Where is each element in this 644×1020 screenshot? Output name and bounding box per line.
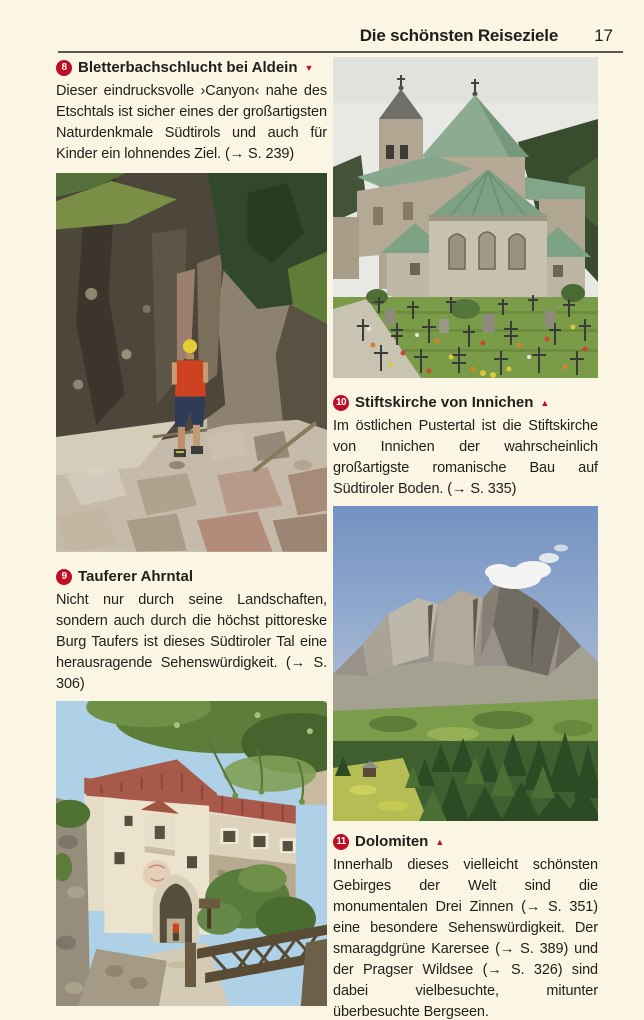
number-badge: 10 xyxy=(333,395,349,411)
stiftskirche-cemetery-photo xyxy=(333,57,598,378)
canyon-hiker-photo xyxy=(56,173,327,552)
section-body: Innerhalb dieses vielleicht schönsten Gebirges der Welt sind die monumentalen Drei Zinnen (→ S. 351) eine besondere Sehenswürdigkeit. Der smaragdgrüne Karersee (→ S. 389) und der Pragser Wildsee (→ S. 326) sind dabei vielbesuchte, mitunter überbesuchte Bergseen. xyxy=(333,857,598,1020)
section-tauferer-ahrntal xyxy=(56,567,327,695)
section-dolomiten xyxy=(333,832,598,1020)
dolomites-photo xyxy=(333,506,598,821)
section-title: Tauferer Ahrntal xyxy=(78,567,194,585)
left-column xyxy=(56,58,327,1006)
person-in-gate xyxy=(173,919,179,941)
burg-taufers-photo xyxy=(56,701,327,1006)
section-heading xyxy=(56,58,327,78)
section-title: Bletterbachschlucht bei Aldein xyxy=(78,59,298,76)
triangle-down-icon: ▼ xyxy=(304,63,314,73)
section-heading xyxy=(333,832,598,852)
number-badge: 11 xyxy=(333,834,349,850)
section-title: Stiftskirche von Innichen xyxy=(355,394,534,411)
section-body: Nicht nur durch seine Landschaften, sondern auch durch die höchst pittoreske Burg Taufers ist dieses Südtiroler Tal eine herausragende Sehenswürdigkeit. (→ S. 306) xyxy=(56,591,327,692)
section-body: Im östlichen Pustertal ist die Stiftskirche von Innichen der wahrscheinlich großartigste romanische Bau auf Südtiroler Boden. (→ S. 335) xyxy=(333,418,598,497)
apse-windows xyxy=(449,232,525,269)
page-number: 17 xyxy=(594,26,613,45)
section-heading xyxy=(333,393,598,413)
triangle-up-icon: ▲ xyxy=(540,398,550,408)
section-heading xyxy=(56,567,327,587)
number-badge: 8 xyxy=(56,60,72,76)
number-badge: 9 xyxy=(56,569,72,585)
right-column xyxy=(333,57,598,1020)
page-title: Die schönsten Reiseziele xyxy=(359,26,559,45)
triangle-up-icon: ▲ xyxy=(435,837,445,847)
section-body: Dieser eindrucksvolle ›Canyon‹ nahe des Etschtals ist sicher eines der großartigsten Naturdenkmale Südtirols und auch für Kinder ein lohnendes Ziel. (→ S. 239) xyxy=(56,83,327,162)
section-bletterbachschlucht xyxy=(56,58,327,165)
page-header xyxy=(58,26,623,53)
section-title: Dolomiten xyxy=(355,833,429,850)
section-stiftskirche xyxy=(333,393,598,500)
